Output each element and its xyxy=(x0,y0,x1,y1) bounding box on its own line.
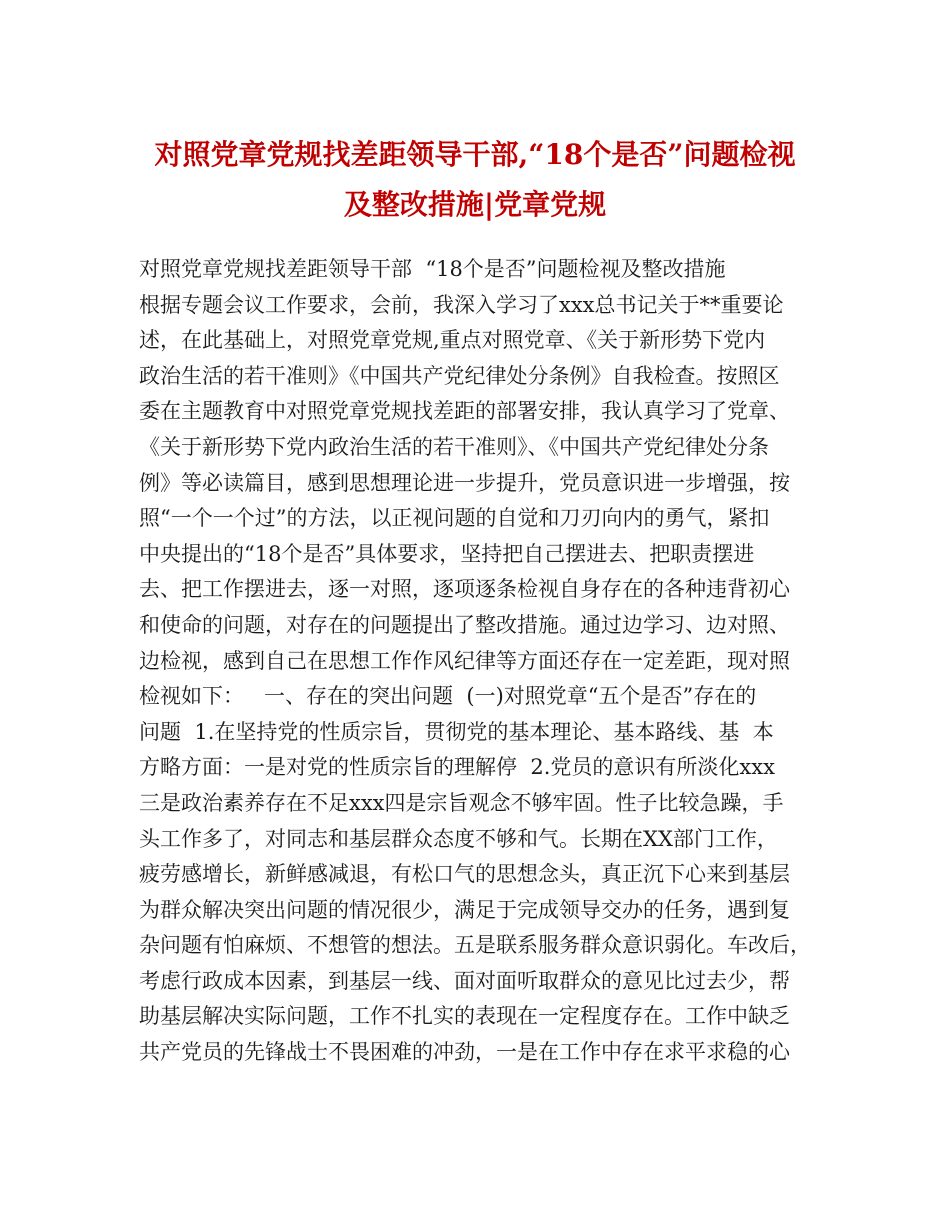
body-line: 头工作多了，对同志和基层群众态度不够和气。长期在XX部门工作， xyxy=(139,826,778,851)
body-line: 和使命的问题，对存在的问题提出了整改措施。通过边学习、边对照、 xyxy=(139,612,790,637)
body-line: 述，在此基础上，对照党章党规,重点对照党章、《关于新形势下党内 xyxy=(139,328,766,353)
title-line-2: 及整改措施|党章党规 xyxy=(343,188,607,221)
body-line: 中央提出的“18个是否”具体要求，坚持把自己摆进去、把职责摆进 xyxy=(139,541,755,566)
body-line: 考虑行政成本因素，到基层一线、面对面听取群众的意见比过去少，帮 xyxy=(139,968,790,993)
body-line: 委在主题教育中对照党章党规找差距的部署安排，我认真学习了党章、 xyxy=(139,399,790,424)
body-line: 根据专题会议工作要求，会前，我深入学习了xxx总书记关于**重要论 xyxy=(139,292,784,317)
body-line: 政治生活的若干准则》《中国共产党纪律处分条例》自我检查。按照区 xyxy=(139,363,780,388)
body-line: 检视如下： 一、存在的突出问题 (一)对照党章“五个是否”存在的 xyxy=(139,684,757,709)
body-line: 共产党员的先锋战士不畏困难的冲劲，一是在工作中存在求平求稳的心 xyxy=(139,1040,790,1065)
body-line: 边检视，感到自己在思想工作作风纪律等方面还存在一定差距，现对照 xyxy=(139,648,790,673)
body-line: 照“一个一个过”的方法，以正视问题的自觉和刀刃向内的勇气，紧扣 xyxy=(139,506,770,531)
document-title xyxy=(120,130,830,230)
title-line-1: 对照党章党规找差距领导干部,“18个是否”问题检视 xyxy=(154,138,796,171)
body-line: 《关于新形势下党内政治生活的若干准则》、《中国共产党纪律处分条 xyxy=(139,434,769,459)
body-line: 问题 1.在坚持党的性质宗旨，贯彻党的基本理论、基本路线、基 本 xyxy=(139,719,774,744)
body-line: 疲劳感增长，新鲜感减退，有松口气的思想念头，真正沉下心来到基层 xyxy=(139,862,790,887)
body-line: 对照党章党规找差距领导干部 “18个是否”问题检视及整改措施 xyxy=(139,257,726,281)
document-body xyxy=(139,252,829,1071)
body-line: 杂问题有怕麻烦、不想管的想法。五是联系服务群众意识弱化。车改后， xyxy=(139,933,811,958)
body-line: 例》等必读篇目，感到思想理论进一步提升，党员意识进一步增强，按 xyxy=(139,470,790,495)
body-line: 三是政治素养存在不足xxx四是宗旨观念不够牢固。性子比较急躁，手 xyxy=(139,790,784,815)
body-line: 去、把工作摆进去，逐一对照，逐项逐条检视自身存在的各种违背初心 xyxy=(139,577,790,602)
body-line: 为群众解决突出问题的情况很少，满足于完成领导交办的任务，遇到复 xyxy=(139,897,790,922)
body-line: 助基层解决实际问题，工作不扎实的表现在一定程度存在。工作中缺乏 xyxy=(139,1004,790,1029)
body-line: 方略方面：一是对党的性质宗旨的理解停 2.党员的意识有所淡化xxx xyxy=(139,755,775,780)
